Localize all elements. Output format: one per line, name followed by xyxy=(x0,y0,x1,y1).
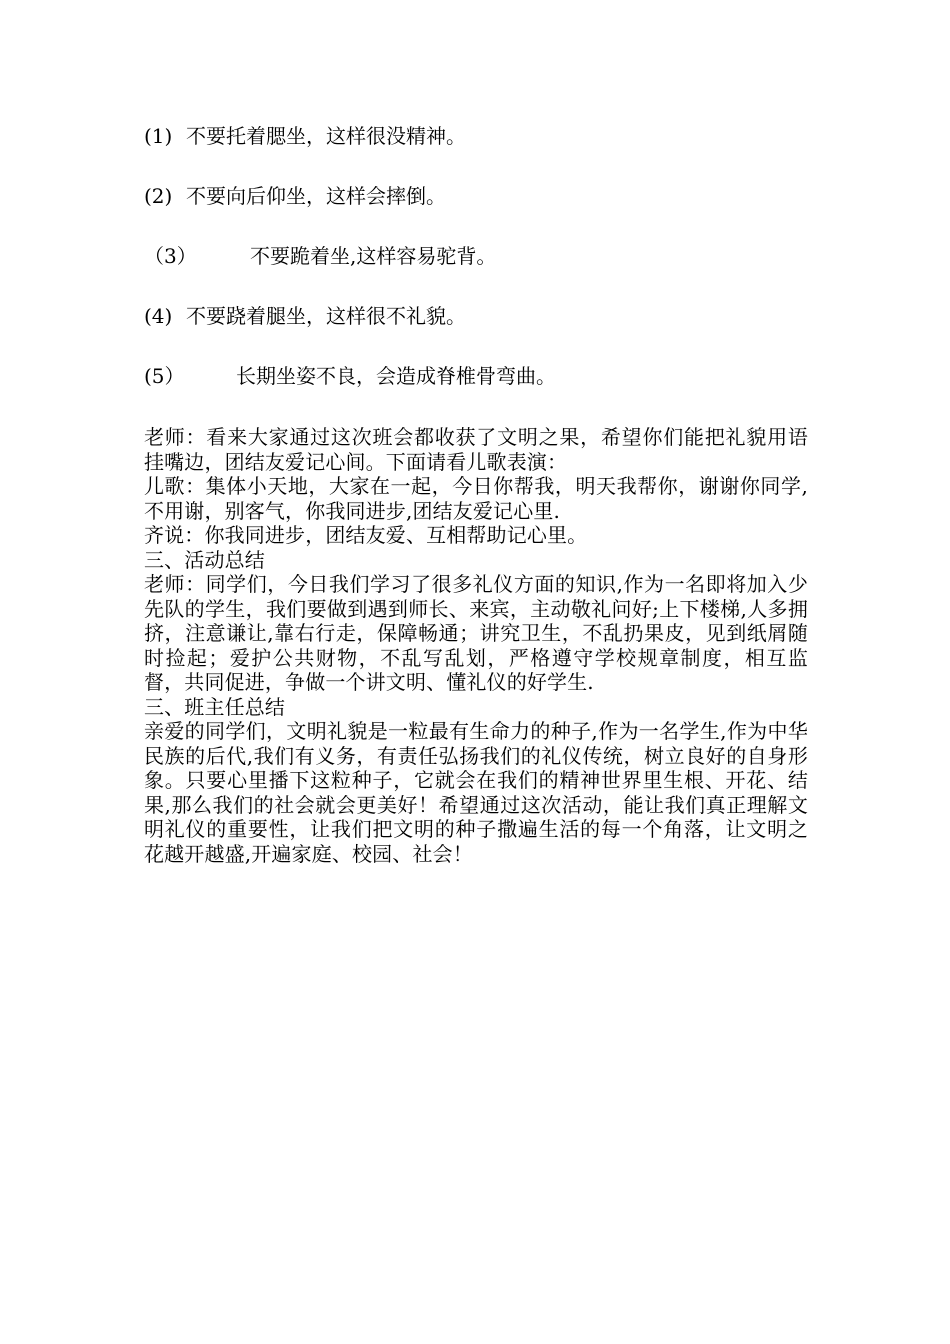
list-item-text: 不要跪着坐,这样容易驼背。 xyxy=(250,244,497,268)
list-marker: （3） xyxy=(144,244,197,268)
list-item xyxy=(144,364,556,388)
list-item-text: 不要托着腮坐，这样很没精神。 xyxy=(186,124,466,148)
list-marker: (1) xyxy=(144,124,173,148)
body-text xyxy=(144,425,808,866)
list-item-text: 不要跷着腿坐，这样很不礼貌。 xyxy=(186,304,466,328)
head-teacher-summary-paragraph: 亲爱的同学们，文明礼貌是一粒最有生命力的种子,作为一名学生,作为中华民族的后代,我们有义务，有责任弘扬我们的礼仪传统，树立良好的自身形象。只要心里播下这粒种子，它就会在我们的精神世界里生根、开花、结果,那么我们的社会就会更美好！希望通过这次活动，能让我们真正理解文明礼仪的重要性，让我们把文明的种子撒遍生活的每一个角落，让文明之花越开越盛,开遍家庭、校园、社会！ xyxy=(144,719,808,866)
list-marker: (4) xyxy=(144,304,173,328)
list-marker: (5） xyxy=(144,364,185,388)
list-item-text: 不要向后仰坐，这样会摔倒。 xyxy=(186,184,446,208)
list-item-text: 长期坐姿不良，会造成脊椎骨弯曲。 xyxy=(236,364,556,388)
section-heading-head-teacher-summary: 三、班主任总结 xyxy=(144,694,286,719)
teacher-summary-paragraph: 老师：同学们，今日我们学习了很多礼仪方面的知识,作为一名即将加入少先队的学生，我们要做到遇到师长、来宾，主动敬礼问好;上下楼梯,人多拥挤，注意谦让,靠右行走，保障畅通；讲究卫生，不乱扔果皮，见到纸屑随时捡起；爱护公共财物，不乱写乱划，严格遵守学校规章制度，相互监督，共同促进，争做一个讲文明、懂礼仪的好学生. xyxy=(144,572,808,694)
teacher-paragraph: 老师：看来大家通过这次班会都收获了文明之果，希望你们能把礼貌用语挂嘴边，团结友爱记心间。下面请看儿歌表演： xyxy=(144,425,808,474)
nursery-rhyme-paragraph: 儿歌：集体小天地，大家在一起，今日你帮我，明天我帮你，谢谢你同学,不用谢，别客气，你我同进步,团结友爱记心里. xyxy=(144,474,808,523)
chorus-paragraph: 齐说：你我同进步，团结友爱、互相帮助记心里。 xyxy=(144,523,588,547)
list-item xyxy=(144,304,466,328)
list-item xyxy=(144,244,496,268)
section-heading-activity-summary: 三、活动总结 xyxy=(144,547,265,572)
list-marker: (2) xyxy=(144,184,173,208)
list-item xyxy=(144,124,466,148)
list-item xyxy=(144,184,446,208)
